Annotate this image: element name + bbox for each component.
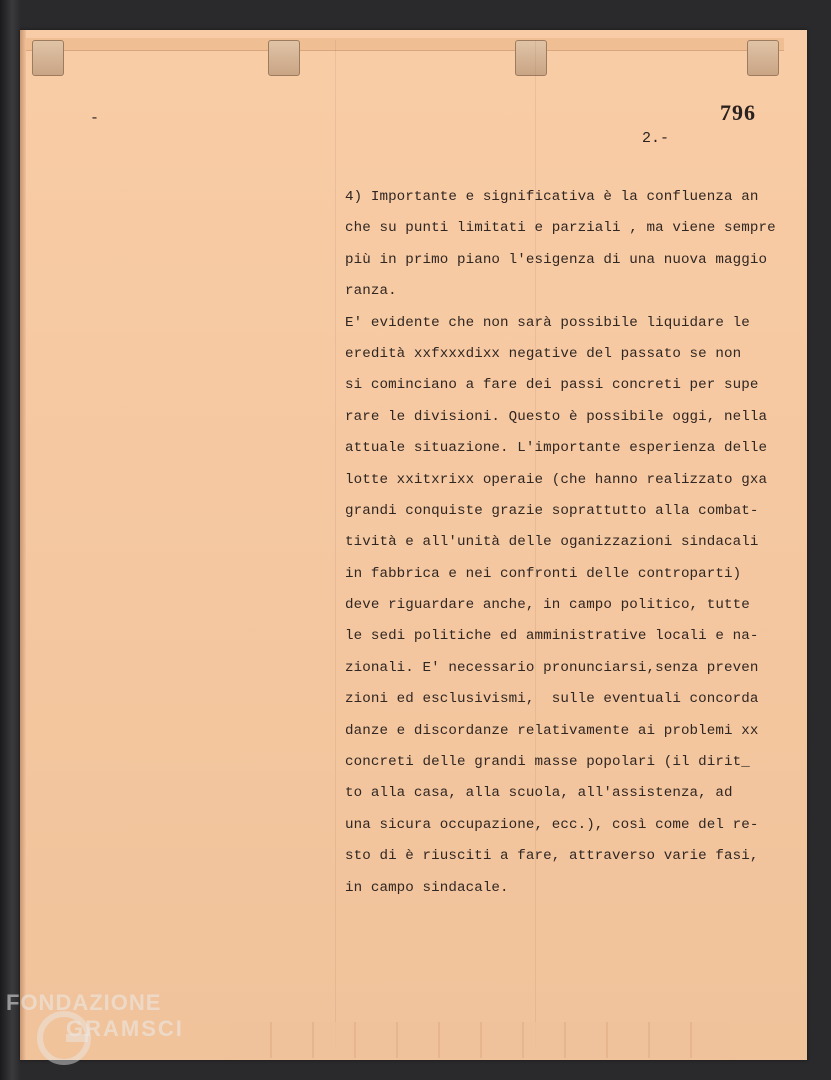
fondazione-gramsci-watermark: [6, 990, 246, 1070]
text-line: in fabbrica e nei confronti delle controparti): [345, 565, 742, 582]
text-line: deve riguardare anche, in campo politico, tutte: [345, 597, 750, 614]
binding-clip-icon: [268, 40, 300, 76]
binding-clip-icon: [747, 40, 779, 76]
text-line: ranza.: [345, 283, 397, 300]
text-line: più in primo piano l'esigenza di una nuova maggio: [345, 251, 768, 268]
text-line: in campo sindacale.: [345, 879, 509, 896]
text-line: lotte xxitxrixx operaie (che hanno realizzato gxa: [345, 471, 768, 488]
watermark-line-2: GRAMSCI: [66, 1016, 184, 1041]
text-line: una sicura occupazione, ecc.), così come del re-: [345, 816, 759, 833]
text-line: zioni ed esclusivismi, sulle eventuali concorda: [345, 691, 759, 708]
page-index: 2.-: [642, 130, 670, 147]
text-line: tività e all'unità delle oganizzazioni sindacali: [345, 534, 759, 551]
binding-clip-icon: [515, 40, 547, 76]
text-line: concreti delle grandi masse popolari (il dirit_: [345, 754, 750, 771]
text-line: sto di è riusciti a fare, attraverso varie fasi,: [345, 848, 759, 865]
text-line: attuale situazione. L'importante esperienza delle: [345, 440, 768, 457]
binding-clip-icon: [32, 40, 64, 76]
text-line: 4) Importante e significativa è la confluenza an: [345, 189, 759, 205]
text-line: rare le divisioni. Questo è possibile oggi, nella: [345, 408, 768, 425]
text-line: zionali. E' necessario pronunciarsi,senza preven: [345, 659, 759, 676]
text-line: le sedi politiche ed amministrative locali e na-: [345, 628, 759, 645]
typed-paragraph: [345, 182, 785, 904]
text-line: to alla casa, alla scuola, all'assistenza, ad: [345, 785, 733, 802]
text-line: che su punti limitati e parziali , ma viene sempre: [345, 220, 776, 237]
text-line: danze e discordanze relativamente ai problemi xx: [345, 722, 759, 739]
page-number: 796: [720, 100, 756, 125]
text-line: si cominciano a fare dei passi concreti per supe: [345, 377, 759, 394]
binder-edge: [0, 0, 20, 1080]
text-line: grandi conquiste grazie soprattutto alla combat-: [345, 502, 759, 519]
paper-fold-line: [335, 40, 336, 1050]
text-line: eredità xxfxxxdixx negative del passato se non: [345, 345, 742, 362]
watermark-line-1: FONDAZIONE: [6, 990, 162, 1015]
margin-mark: -: [90, 110, 100, 127]
top-binding-strip: [26, 38, 784, 51]
bottom-binding-strip: [230, 1022, 730, 1058]
text-line: E' evidente che non sarà possibile liquidare le: [345, 314, 750, 331]
paper-left-edge: [20, 30, 26, 1060]
